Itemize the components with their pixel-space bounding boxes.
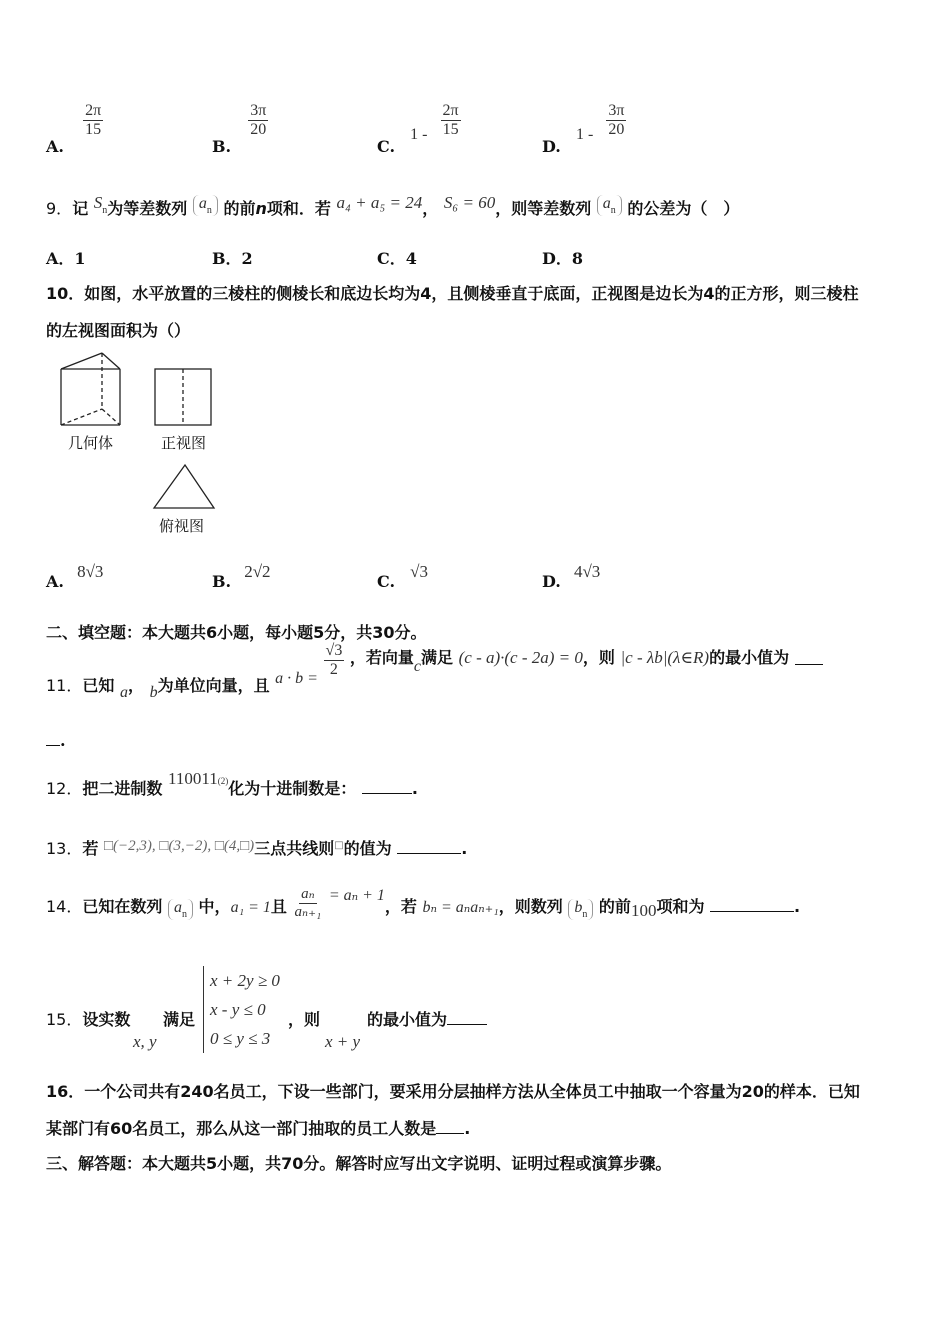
q8-c-numerator: 2π bbox=[442, 102, 459, 119]
q10-option-c: C. √3 bbox=[377, 562, 428, 591]
q10-text-line1: 10．如图，水平放置的三棱柱的侧棱长和底边长均为4，且侧棱垂直于底面，正视图是边长为4的正方形，则三棱柱 bbox=[46, 284, 859, 303]
question-15: 15．设实数 bbox=[46, 1010, 131, 1029]
section-3-heading: 三、解答题：本大题共5小题，共70分。解答时应写出文字说明、证明过程或演算步骤。 bbox=[46, 1154, 672, 1173]
section-2-heading: 二、填空题：本大题共6小题，每小题5分，共30分。 bbox=[46, 623, 427, 642]
q16-answer-blank[interactable] bbox=[436, 1133, 464, 1134]
q8-d-denominator: 20 bbox=[608, 120, 625, 138]
front-view-drawing bbox=[155, 369, 211, 425]
label-top-view: 俯视图 bbox=[159, 517, 205, 535]
q11-answer-blank[interactable] bbox=[795, 664, 823, 665]
question-11: 11．已知 a， b为单位向量，且 a · b = $\frac{√3}{2}$ ，若向量c满足 (c - a)·(c - 2a) = 0，则 |c - λb|(λ∈R)的最小值为 bbox=[46, 642, 823, 678]
q8-c-denominator: 15 bbox=[442, 120, 459, 138]
q9-condition-2: S₆ = 60 bbox=[443, 193, 496, 212]
q15-xy: x, y bbox=[133, 1032, 157, 1051]
q8-d-numerator: 3π bbox=[608, 102, 625, 119]
q12-answer-blank[interactable] bbox=[362, 793, 412, 794]
q9-option-a: A．1 bbox=[46, 249, 86, 268]
question-13: 13．若 □(−2,3), □(3,−2), □(4,□)三点共线则□的值为 . bbox=[46, 838, 468, 858]
q9-Sn: $S_n$ bbox=[93, 193, 108, 216]
q11-answer-blank-2[interactable] bbox=[46, 745, 60, 746]
top-view-drawing bbox=[154, 465, 214, 508]
q8-option-a: A. $\frac{2\pi}{15}$ bbox=[46, 102, 102, 156]
label-front-view: 正视图 bbox=[161, 434, 207, 452]
prism-solid-drawing bbox=[61, 353, 120, 425]
label-solid: 几何体 bbox=[68, 434, 114, 452]
q15-objective: x + y bbox=[325, 1032, 361, 1051]
exam-page: A. $\frac{2\pi}{15}$ B. $\frac{3\pi}{20}$ C. 1 - $\frac{2\pi}{15}$ D. 1 - $\frac{3\pi}{20}$ 9．记 $S_n$为等差数列 $a_n$ 的前n项和．若 a₄ + a₅ = 24， S₆ = 60，则等差数列 $a_n$ 的公差为（ ） A．1 B．2 C．4 D．8 10．如图，水平放置的三棱柱的侧棱长和底边长均为4，且侧棱垂直于底面，正视图是边长为4的正方形，则三棱柱 的左视图面积为（） 几何体 正视图 俯视图 A. 8√3 B. 2√2 C. √3 D. 4√3 二、填空题：本大题共6小题，每小题5分，共30分。 11．已知 a， b为单位向量，且 a · b = $\frac{√3}{2}$ ，若向量c满足 (c - a)·(c - 2a) = 0，则 |c - λb|(λ∈R)的最小值为 . 12．把二进制数 110011(2)化为十进制数是： . 13．若 □(−2,3), □(3,−2), □(4,□)三点共线则□的值为 . 14．已知在数列 $a_n$ 中，a₁ = 1且 $\frac{\text{aₙ}}{\text{aₙ₊₁}}$ = aₙ + 1，若 bₙ = aₙaₙ₊₁，则数列 $b_n$ 的前100项和为 . 15．设实数 满足 x, y x + 2y ≥ 0 x - y ≤ 0 0 ≤ y ≤ 3 ，则 x + y 的最小值为 16．一个公司共有240名员工，下设一些部门，要采用分层抽样方法从全体员工中抽取一个容量为20的样本．已知 某部门有60名员工，那么从这一部门抽取的员工人数是 . 三、解答题：本大题共5小题，共70分。解答时应写出文字说明、证明过程或演算步骤。 bbox=[46, 102, 860, 1173]
q9-sequence-an: $a_n$ bbox=[193, 195, 218, 216]
q8-a-denominator: 15 bbox=[85, 120, 102, 138]
q8-b-denominator: 20 bbox=[250, 120, 267, 138]
q8-option-c: C. 1 - $\frac{2\pi}{15}$ bbox=[377, 102, 459, 156]
q10-option-d: D. 4√3 bbox=[542, 562, 601, 591]
q10-option-a: A. 8√3 bbox=[46, 562, 104, 591]
q15-constraint-system: x + 2y ≥ 0 x - y ≤ 0 0 ≤ y ≤ 3 bbox=[203, 966, 280, 1053]
q10-option-b: B. 2√2 bbox=[212, 562, 271, 591]
q9-condition-1: a₄ + a₅ = 24 bbox=[336, 193, 423, 212]
q13-answer-blank[interactable] bbox=[397, 853, 461, 854]
q14-answer-blank[interactable] bbox=[710, 911, 794, 912]
question-9: 9．记 $S_n$为等差数列 $a_n$ 的前n项和．若 a₄ + a₅ = 24， S₆ = 60，则等差数列 $a_n$ 的公差为（ ） bbox=[46, 193, 740, 218]
q11-answer-continuation: . bbox=[46, 731, 66, 750]
q8-option-b: B. $\frac{3\pi}{20}$ bbox=[212, 102, 267, 156]
q9-option-c: C．4 bbox=[377, 249, 417, 268]
q9-option-d: D．8 bbox=[542, 249, 584, 268]
q16-text-line2: 某部门有60名员工，那么从这一部门抽取的员工人数是 . bbox=[46, 1119, 471, 1138]
q8-option-d: D. 1 - $\frac{3\pi}{20}$ bbox=[542, 102, 625, 156]
question-14: 14．已知在数列 $a_n$ 中，a₁ = 1且 $\frac{\text{aₙ}}{\text{aₙ₊₁}}$ = aₙ + 1，若 bₙ = aₙaₙ₊₁，则数列 $b_n$ 的前100项和为 . bbox=[46, 886, 801, 920]
q8-a-numerator: 2π bbox=[85, 102, 102, 119]
question-12: 12．把二进制数 110011(2)化为十进制数是： . bbox=[46, 769, 418, 798]
q16-text-line1: 16．一个公司共有240名员工，下设一些部门，要采用分层抽样方法从全体员工中抽取一个容量为20的样本．已知 bbox=[46, 1082, 860, 1101]
q8-b-numerator: 3π bbox=[250, 102, 267, 119]
q13-points: □(−2,3), □(3,−2), □(4,□) bbox=[103, 838, 255, 854]
q9-sequence-an-2: $a_n$ bbox=[597, 195, 622, 216]
q10-text-line2: 的左视图面积为（） bbox=[46, 321, 191, 340]
q9-option-b: B．2 bbox=[212, 249, 253, 268]
q15-answer-blank[interactable] bbox=[447, 1024, 487, 1025]
